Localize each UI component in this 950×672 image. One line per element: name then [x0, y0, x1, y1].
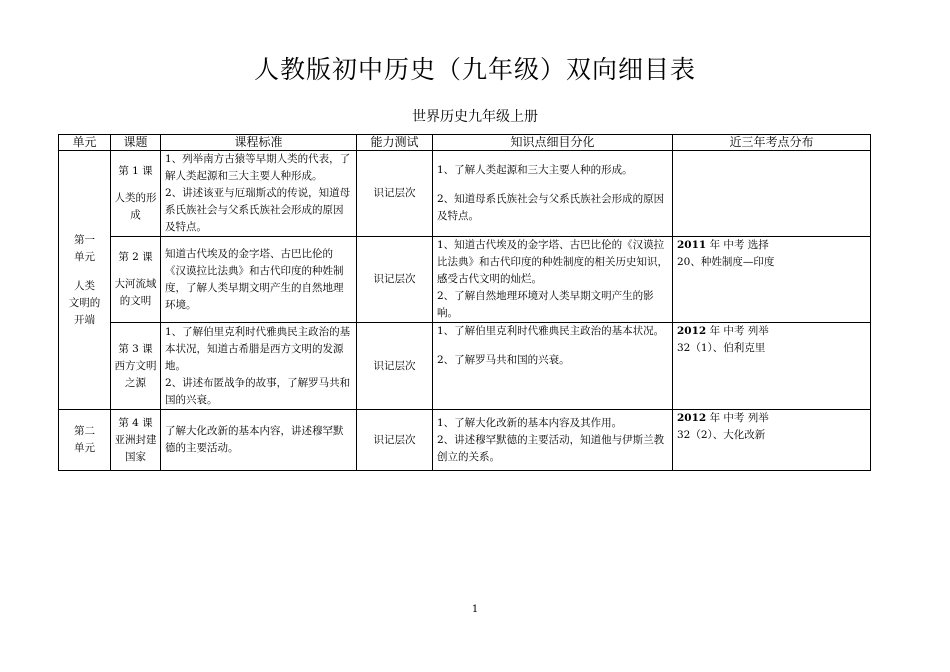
ability-cell: 识记层次 [357, 410, 433, 471]
knowledge-cell: 1、了解大化改新的基本内容及其作用。 2、讲述穆罕默德的主要活动，知道他与伊斯兰教创立的关系。 [433, 410, 673, 471]
lesson-number: 第 3 课 [118, 342, 153, 355]
exam-cell: 2012 年 中考 列举 32（2）、大化改新 [673, 410, 871, 471]
table-row [59, 410, 871, 471]
table-row [59, 323, 871, 410]
lesson-number: 第 4 课 [118, 416, 153, 429]
lesson-cell [111, 151, 161, 237]
page-number: 1 [471, 604, 479, 615]
ability-cell: 识记层次 [357, 237, 433, 323]
standard-cell: 知道古代埃及的金字塔、古巴比伦的《汉谟拉比法典》和古代印度的种姓制度，了解人类早期文明产生的自然地理环境。 [161, 237, 357, 323]
header-standard: 课程标准 [161, 135, 357, 151]
unit-cell: 第二 单元 [59, 410, 111, 471]
header-knowledge: 知识点细目分化 [433, 135, 673, 151]
lesson-number: 第 2 课 [118, 251, 153, 263]
lesson-cell [111, 237, 161, 323]
knowledge-cell: 1、知道古代埃及的金字塔、古巴比伦的《汉谟拉比法典》和古代印度的种姓制度的相关历史知识，感受古代文明的灿烂。 2、了解自然地理环境对人类早期文明产生的影响。 [433, 237, 673, 323]
standard-cell: 了解大化改新的基本内容，讲述穆罕默德的主要活动。 [161, 410, 357, 471]
header-ability: 能力测试 [357, 135, 433, 151]
unit-cell: 第一 单元 人类 文明的 开端 [59, 151, 111, 410]
knowledge-cell: 1、了解人类起源和三大主要人种的形成。 2、知道母系氏族社会与父系氏族社会形成的原因及特点。 [433, 151, 673, 237]
standard-cell: 1、列举南方古猿等早期人类的代表，了解人类起源和三大主要人种形成。 2、讲述该亚与厄瑞斯忒的传说，知道母系氏族社会与父系氏族社会形成的原因及特点。 [161, 151, 357, 237]
ability-cell: 识记层次 [357, 151, 433, 237]
lesson-name: 亚洲封建国家 [114, 433, 157, 463]
exam-cell [673, 151, 871, 237]
header-unit: 单元 [59, 135, 111, 151]
table-row [59, 237, 871, 323]
lesson-name: 大河流域的文明 [114, 278, 157, 307]
knowledge-cell: 1、了解伯里克利时代雅典民主政治的基本状况。 2、了解罗马共和国的兴衰。 [433, 323, 673, 410]
exam-cell: 2012 年 中考 列举 32（1）、伯利克里 [673, 323, 871, 410]
document-subtitle: 世界历史九年级上册 [412, 109, 538, 125]
exam-cell: 2011 年 中考 选择 20、种姓制度—印度 [673, 237, 871, 323]
lesson-cell [111, 410, 161, 471]
lesson-name: 西方文明之源 [114, 359, 157, 389]
standard-cell: 1、了解伯里克利时代雅典民主政治的基本状况，知道古希腊是西方文明的发源地。 2、讲述布匿战争的故事，了解罗马共和国的兴衰。 [161, 323, 357, 410]
lesson-cell [111, 323, 161, 410]
curriculum-table [58, 134, 871, 471]
document-title: 人教版初中历史（九年级）双向细目表 [253, 55, 696, 84]
ability-cell: 识记层次 [357, 323, 433, 410]
header-exam: 近三年考点分布 [673, 135, 871, 151]
lesson-name: 人类的形成 [114, 192, 157, 221]
table-header-row [59, 135, 871, 151]
table-row [59, 151, 871, 237]
lesson-number: 第 1 课 [118, 165, 153, 177]
header-lesson: 课题 [111, 135, 161, 151]
